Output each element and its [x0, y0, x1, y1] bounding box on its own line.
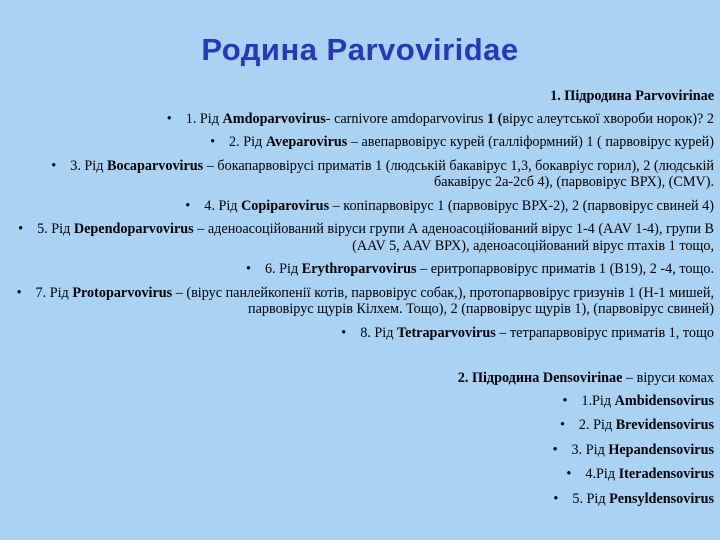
section-spacer — [14, 348, 714, 370]
bullet-icon: • — [559, 417, 565, 433]
genus-name: Copiparovirus — [241, 197, 330, 214]
subfamily-heading-bold: 2. Підродина Densovirinae — [457, 370, 623, 386]
item-prefix: 7. Рід — [35, 284, 73, 301]
item-bold-fragment: 1 ( — [486, 110, 503, 127]
item-prefix: 2. Рід — [229, 134, 266, 150]
densovirinae-section — [14, 370, 714, 507]
item-description: – тетрапарвовірус приматів 1, тощо — [495, 324, 714, 341]
list-item — [14, 466, 714, 483]
genus-name: Hepandensovirus — [608, 441, 714, 458]
slide-content — [14, 88, 714, 515]
item-prefix: 2. Рід — [578, 417, 616, 433]
genus-name: Tetraparvovirus — [396, 324, 496, 341]
bullet-icon: • — [185, 197, 191, 214]
densovirinae-genus-list — [14, 393, 714, 508]
list-item — [14, 111, 714, 128]
list-item — [14, 393, 714, 410]
item-description: – авепарвовірус курей (галліформний) 1 ( парвовірус курей) — [347, 134, 714, 150]
item-description: – копіпарвовірус 1 (парвовірус ВРХ-2), 2 (парвовірус свиней 4) — [329, 197, 714, 214]
bullet-icon: • — [166, 110, 172, 127]
item-description: – бокапарвовірусі приматів 1 (людській бакавірус 1,3, бокавріус горил), 2 (людській бакавірус 2а-2сб 4), (парвовірус ВРХ), (CMV). — [203, 157, 714, 190]
item-prefix: 3. Рід — [571, 441, 609, 458]
item-prefix: 6. Рід — [264, 261, 302, 277]
item-description: – еритропарвовірус приматів 1 (В19), 2 -4, тощо. — [416, 261, 714, 277]
bullet-icon: • — [245, 261, 251, 277]
genus-name: Bocaparvovirus — [107, 157, 204, 174]
slide-title: Родина Parvoviridae — [201, 32, 519, 67]
item-prefix: 4.Рід — [585, 466, 619, 482]
subfamily-heading-densovirinae — [14, 370, 714, 387]
list-item — [14, 158, 714, 191]
genus-name: Iteradensovirus — [618, 466, 714, 482]
list-item — [14, 285, 714, 318]
genus-name: Brevidensovirus — [615, 417, 714, 433]
genus-name: Protoparvovirus — [72, 284, 173, 301]
bullet-icon: • — [341, 324, 347, 341]
bullet-icon: • — [552, 441, 558, 458]
genus-name: Erythroparvovirus — [301, 261, 417, 277]
bullet-icon: • — [553, 490, 559, 507]
parvovirinae-genus-list — [14, 111, 714, 342]
list-item — [14, 198, 714, 215]
bullet-icon: • — [16, 284, 22, 301]
item-prefix: 8. Рід — [360, 324, 397, 341]
genus-name: Ambidensovirus — [614, 392, 714, 409]
item-prefix: 5. Рід — [572, 490, 610, 507]
bullet-icon: • — [51, 157, 57, 174]
item-description-continued: вірус алеутської хвороби норок)? 2 — [502, 110, 714, 127]
item-prefix: 5. Рід — [37, 221, 74, 237]
list-item — [14, 261, 714, 278]
subfamily-heading-rest: – віруси комах — [622, 370, 714, 386]
subfamily-heading-parvovirinae: 1. Підродина Parvovirinae — [550, 88, 714, 104]
list-item — [14, 491, 714, 508]
genus-name: Aveparovirus — [265, 134, 348, 150]
list-item — [14, 221, 714, 254]
genus-name: Amdoparvovirus — [222, 110, 326, 127]
item-prefix: 3. Рід — [70, 157, 108, 174]
list-item — [14, 417, 714, 434]
bullet-icon: • — [210, 134, 216, 150]
genus-name: Dependoparvovirus — [73, 221, 194, 237]
list-item — [14, 134, 714, 151]
item-prefix: 1.Рід — [581, 392, 615, 409]
list-item — [14, 325, 714, 342]
bullet-icon: • — [566, 466, 572, 482]
item-description: – (вірус панлейкопенії котів, парвовірус собак,), протопарвовірус гризунів 1 (Н-1 мишей, парвовірус щурів Кілхем. Тощо), 2 (парвовірус щурів 1), (парвовірус свиней) — [172, 284, 714, 317]
item-prefix: 1. Рід — [185, 110, 223, 127]
genus-name: Pensyldensovirus — [609, 490, 714, 507]
bullet-icon: • — [562, 392, 568, 409]
bullet-icon: • — [18, 221, 24, 237]
item-prefix: 4. Рід — [204, 197, 242, 214]
list-item — [14, 442, 714, 459]
item-description: - carnivore amdoparvovirus — [325, 110, 487, 127]
item-description: – аденоасоційований віруси групи А аденоасоційований вірус 1-4 (AAV 1-4), групи В (AAV 5, AAV ВРХ), аденоасоційований вірус птахів 1 тощо, — [193, 221, 714, 254]
